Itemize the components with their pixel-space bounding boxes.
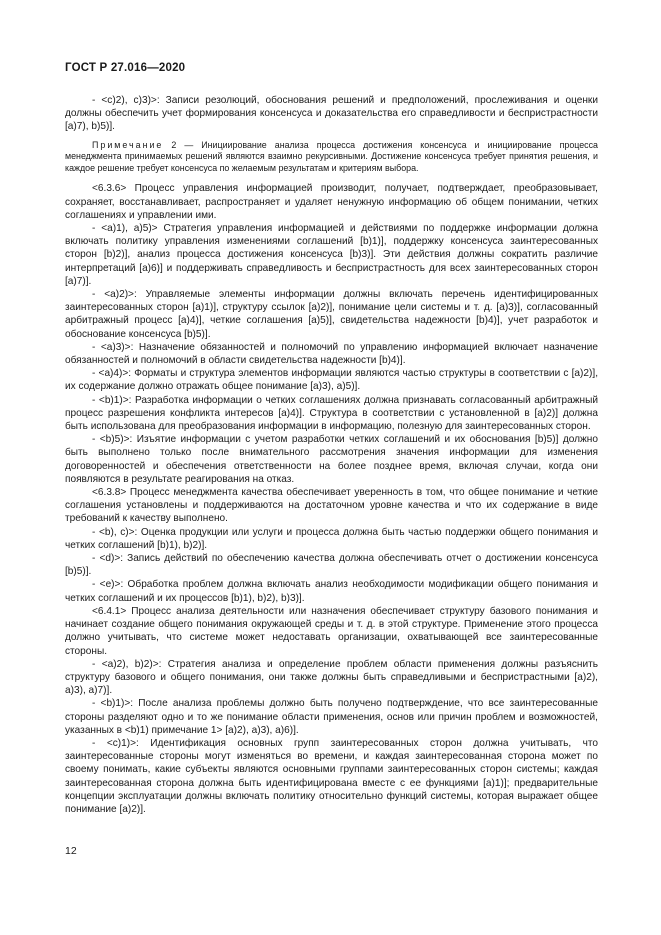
note-text: 2 — Инициирование анализа процесса достижения консенсуса и инициирование процесса менеджмента принимаемых решений являются взаимно рекурсивными. Достижение консенсуса требует принятия решения, и каждое решение требует консенсуса по желаемым результатам и критериям выбора. [65,139,598,173]
note-paragraph [65,140,598,175]
note-label: Примечание [92,139,164,150]
paragraph-top: - <c)2), c)3)>: Записи резолюций, обоснования решений и предположений, прослеживания и оценки должны обеспечить учет формирования консенсуса и доказательства его справедливости и беспристрастности [a)7), b)5)]. [65,95,598,133]
paragraph: <6.3.6> Процесс управления информацией производит, получает, подтверждает, преобразовывает, сохраняет, восстанавливает, распространяет и удаляет ненужную информацию об общем понимании, четких соглашениях и управлении ими. [65,183,598,221]
document-body [65,94,598,816]
paragraph: - <b), c)>: Оценка продукции или услуги и процесса должна быть частью поддержки общего понимания и четких соглашений [b)1), b)2)]. [65,526,598,551]
paragraph: - <a)2)>: Управляемые элементы информации должны включать перечень идентифицированных заинтересованных сторон [a)1)], структуру ссылок [a)2)], понимание цели системы и т. д. [a)3)], согласованный арбитражный процесс [a)4)], четкие соглашения [a)5)], свидетельства надежности [b)4)], учет разработок и обоснование консенсуса [b)5)]. [65,289,598,340]
document-number: ГОСТ Р 27.016—2020 [65,62,186,74]
paragraph: <6.3.8> Процесс менеджмента качества обеспечивает уверенность в том, что общее понимание и четкие соглашения установлены и поддерживаются на достаточном уровне качества и что их содержание в виде требований к качеству выполнено. [65,487,598,525]
paragraph: - <a)2), b)2)>: Стратегия анализа и определение проблем области применения должны разъяснить структуру базового и общего понимания, они также должны быть справедливыми и беспристрастными [a)2), a)3), a)7)]. [65,658,598,697]
paragraph: - <e)>: Обработка проблем должна включать анализ необходимости модификации общего понимания и четких соглашений и их процессов [b)1), b)2), b)3)]. [65,579,598,604]
paragraph: - <b)5)>: Изъятие информации с учетом разработки четких соглашений и их обоснования [b)5)] должно быть выполнено только после внимательного рассмотрения значения информации для изменения договоренностей и обеспечения ответственности на более позднее время, включая случаи, когда они появляются в результате реагирования на отказ. [65,434,598,485]
paragraph: - <a)3)>: Назначение обязанностей и полномочий по управлению информацией включает назначение обязанностей и полномочий в области свидетельства надежности [b)4)]. [65,341,598,367]
paragraph: <6.4.1> Процесс анализа деятельности или назначения обеспечивает структуру базового понимания и начинает создание общего понимания окружающей среды и т. д. в этой структуре. Применение этого процесса должно учитывать, что системе может недоставать организации, охватывающей все заинтересованные стороны. [65,605,598,657]
page-number: 12 [65,845,77,857]
paragraph: - <d)>: Запись действий по обеспечению качества должна обеспечивать отчет о достижении консенсуса [b)5)]. [65,553,598,578]
paragraph: - <b)1)>: Разработка информации о четких соглашениях должна признавать согласованный арбитражный процесс разрешения конфликта интересов [a)4)]. Структура в соответствии с установленной в [a)2)] должна быть использована для преобразования информации в информацию, полезную для заинтересованных сторон. [65,394,598,433]
paragraph: - <a)1), a)5)> Стратегия управления информацией и действиями по поддержке информации должна включать политику управления изменениями соглашений [b)1)], поддержку консенсуса заинтересованных сторон [b)2)], анализ процесса достижения консенсуса [b)3)]. Эти действия должны сократить различие интерпретаций [a)6)] и поддерживать справедливость и беспристрастность для всех заинтересованных сторон [a)7)]. [65,223,598,287]
paragraph: - <c)1)>: Идентификация основных групп заинтересованных сторон должна учитывать, что заинтересованные стороны могут изменяться во времени, и каждая заинтересованная сторона может по своему понимать, какие субъекты являются основными группами заинтересованных сторон системы; каждая заинтересованная сторона должна быть идентифицирована вместе с ее функциями [a)1)]; предварительные концепции эксплуатации должны включать политику относительно функций системы, которая выражает общее понимание [a)2)]. [65,737,598,815]
paragraph: - <a)4)>: Форматы и структура элементов информации являются частью структуры в соответствии с [a)2)], их содержание должно отражать общее понимание [a)3), a)5)]. [65,368,598,393]
paragraph: - <b)1)>: После анализа проблемы должно быть получено подтверждение, что все заинтересованные стороны разделяют одно и то же понимание области применения, основ или причин проблем и возможностей, указанных в <b)1) примечание 1> [a)2), a)3), a)6)]. [65,698,598,736]
